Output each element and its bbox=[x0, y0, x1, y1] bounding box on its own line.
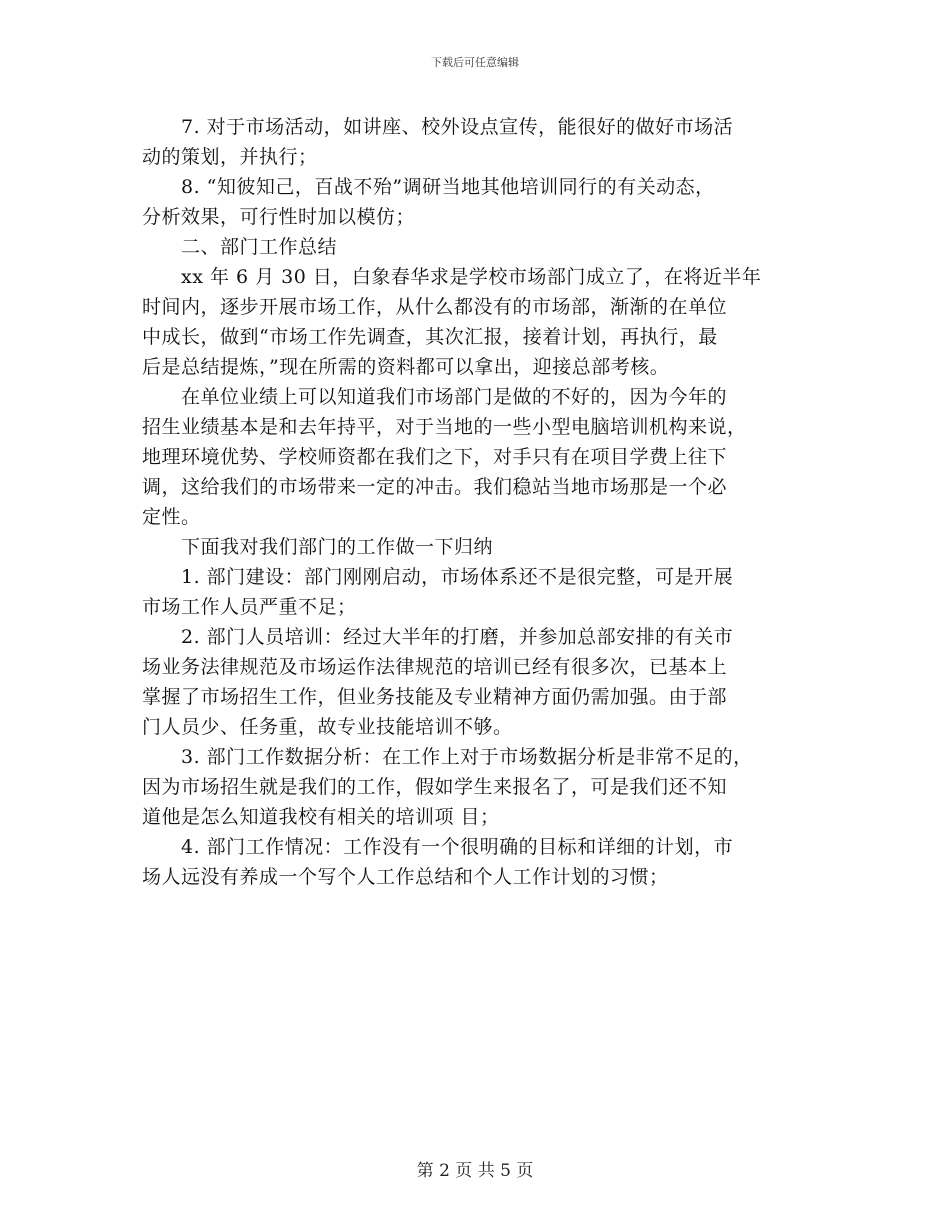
body-line: 4. 部门工作情况：工作没有一个很明确的目标和详细的计划，市 bbox=[142, 836, 734, 858]
body-line: 道他是怎么知道我校有相关的培训项 目； bbox=[142, 806, 500, 828]
body-line: 3. 部门工作数据分析：在工作上对于市场数据分析是非常不足的， bbox=[142, 746, 753, 768]
body-line: 后是总结提炼，”现在所需的资料都可以拿出，迎接总部考核。 bbox=[142, 356, 670, 378]
document-body bbox=[142, 112, 814, 892]
body-line: 分析效果，可行性时加以模仿； bbox=[142, 206, 416, 228]
body-line: 动的策划，并执行； bbox=[142, 146, 318, 168]
body-line: 1. 部门建设：部门刚刚启动，市场体系还不是很完整，可是开展 bbox=[142, 566, 734, 588]
body-line: 中成长，做到“市场工作先调查，其次汇报，接着计划，再执行，最 bbox=[142, 326, 718, 348]
body-line: 掌握了市场招生工作，但业务技能及专业精神方面仍需加强。由于部 bbox=[142, 686, 728, 708]
body-line: 场业务法律规范及市场运作法律规范的培训已经有很多次，已基本上 bbox=[142, 656, 728, 678]
body-line: 市场工作人员严重不足； bbox=[142, 596, 357, 618]
section-heading: 二、部门工作总结 bbox=[142, 236, 338, 258]
body-line: 8. “知彼知己，百战不殆”调研当地其他培训同行的有关动态， bbox=[142, 176, 715, 198]
body-line: 地理环境优势、学校师资都在我们之下，对手只有在项目学费上往下 bbox=[142, 446, 728, 468]
page-number: 第 2 页 共 5 页 bbox=[416, 1161, 534, 1181]
body-line: 7. 对于市场活动，如讲座、校外设点宣传，能很好的做好市场活 bbox=[142, 116, 734, 138]
body-line: 门人员少、任务重，故专业技能培训不够。 bbox=[142, 716, 513, 738]
body-line: 场人远没有养成一个写个人工作总结和个人工作计划的习惯； bbox=[142, 866, 669, 888]
body-line: 因为市场招生就是我们的工作，假如学生来报名了，可是我们还不知 bbox=[142, 776, 728, 798]
body-line: 招生业绩基本是和去年持平，对于当地的一些小型电脑培训机构来说， bbox=[142, 416, 747, 438]
page-header: 下载后可任意编辑 bbox=[431, 56, 519, 69]
body-line: 定性。 bbox=[142, 506, 201, 528]
body-line: 在单位业绩上可以知道我们市场部门是做的不好的，因为今年的 bbox=[142, 386, 728, 408]
body-line: 调，这给我们的市场带来一定的冲击。我们稳站当地市场那是一个必 bbox=[142, 476, 728, 498]
body-line: 下面我对我们部门的工作做一下归纳 bbox=[142, 536, 494, 558]
body-line: 2. 部门人员培训：经过大半年的打磨，并参加总部安排的有关市 bbox=[142, 626, 734, 648]
body-line: 时间内，逐步开展市场工作，从什么都没有的市场部，渐渐的在单位 bbox=[142, 296, 728, 318]
body-line: xx 年 6 月 30 日，白象春华求是学校市场部门成立了，在将近半年 bbox=[142, 266, 762, 288]
